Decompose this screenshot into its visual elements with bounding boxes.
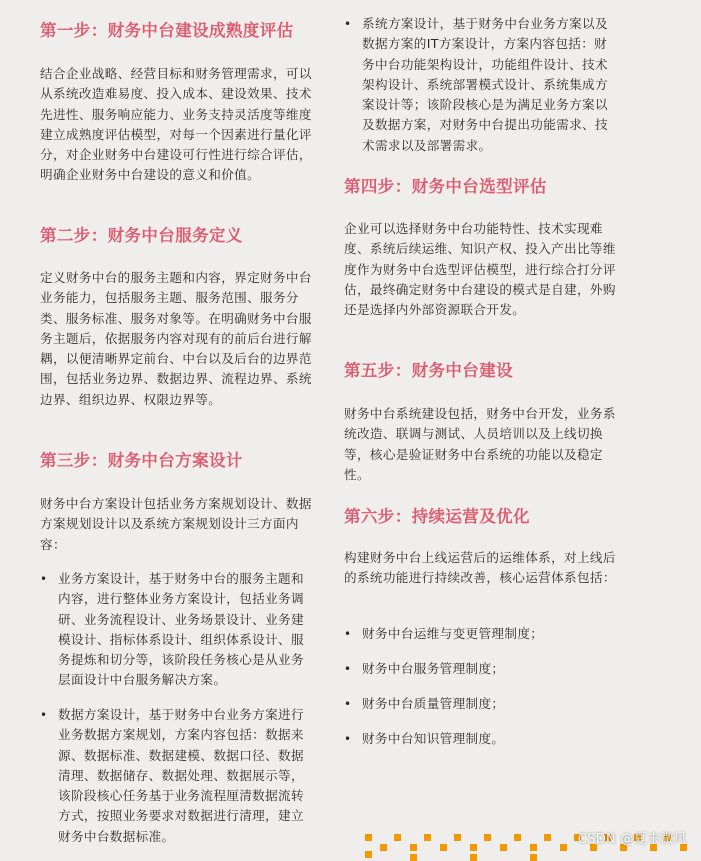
list-item [344,694,620,714]
dot-square [440,844,447,851]
bullet-icon: • [344,662,352,676]
step5-heading: 第五步：财务中台建设 [344,361,513,380]
dot-square [500,844,507,851]
bullet-text: 业务方案设计，基于财务中台的服务主题和内容，进行整体业务方案设计，包括业务调研、业务流程设计、业务场景设计、业务建模设计、指标体系设计、组织体系设计、服务提炼和切分等，该阶段任务核心是从业务层面设计中台服务解决方案。 [58,571,304,688]
list-item [344,14,620,156]
step1-heading: 第一步：财务中台建设成熟度评估 [40,21,294,40]
list-item [344,729,620,749]
dot-square [454,834,461,841]
dot-square [394,834,401,841]
dot-square [544,834,551,841]
step4-body: 企业可以选择财务中台功能特性、技术实现难度、系统后续运维、知识产权、投入产出比等维度作为财务中台选型评估模型，进行综合打分评估，最终确定财务中台建设的模式是自建，外购还是选择内外部资源联合开发。 [344,221,616,318]
step3-intro: 财务中台方案设计包括业务方案规划设计、数据方案规划设计以及系统方案规划设计三方面内容： [40,496,312,552]
step6-bullet-list [344,624,620,749]
step5-body: 财务中台系统建设包括，财务中台开发，业务系统改造、联调与测试、人员培训以及上线切换等，核心是验证财务中台系统的功能以及稳定性。 [344,406,616,482]
bullet-icon: • [344,697,352,711]
bullet-icon: • [344,732,352,746]
dot-square [470,854,477,861]
bullet-icon: • [344,17,352,31]
step6-heading: 第六步：持续运营及优化 [344,507,530,526]
dot-square [470,844,477,851]
watermark: CSDN @夏末微风 [577,832,687,847]
step4-heading: 第四步：财务中台选型评估 [344,177,547,196]
step3-heading: 第三步：财务中台方案设计 [40,451,243,470]
dot-square [530,854,537,861]
bullet-text: 财务中台服务管理制度； [362,661,505,676]
list-item [344,659,620,679]
list-item [344,624,620,644]
bullet-icon: • [40,572,48,586]
dot-square [560,844,567,851]
bullet-text: 财务中台运维与变更管理制度； [362,626,544,641]
bullet-text: 财务中台知识管理制度。 [362,731,505,746]
step3-bullet-list [40,569,316,691]
bullet-icon: • [40,708,48,722]
step6-intro: 构建财务中台上线运营后的运维体系，对上线后的系统功能进行持续改善，核心运营体系包括： [344,550,616,586]
dot-square [410,844,417,851]
step1-body: 结合企业战略、经营目标和财务管理需求，可以从系统改造难易度、投入成本、建设效果、技术先进性、服务响应能力、业务支持灵活度等维度建立成熟度评估模型，对每一个因素进行量化评分，对企业财务中台建设可行性进行综合评估，明确企业财务中台建设的意义和价值。 [40,66,312,183]
step2-heading: 第二步：财务中台服务定义 [40,226,243,245]
dot-square [410,854,417,861]
step2-body: 定义财务中台的服务主题和内容，界定财务中台业务能力，包括服务主题、服务范围、服务分类、服务标准、服务对象等。在明确财务中台服务主题后，依据服务内容对现有的前后台进行解耦，以便清晰界定前台、中台以及后台的边界范围，包括业务边界、数据边界、流程边界、系统边界、组织边界、权限边界等。 [40,270,312,407]
bullet-text: 财务中台质量管理制度； [362,696,505,711]
step3-continued-list [344,14,620,156]
bullet-text: 数据方案设计，基于财务中台业务方案进行业务数据方案规划，方案内容包括：数据来源、数据标准、数据建模、数据口径、数据清理、数据储存、数据处理、数据展示等，该阶段核心任务基于业务流程厘清数据流转方式，按照业务要求对数据进行清理，建立财务中台数据标准。 [58,707,304,844]
dot-square [514,834,521,841]
list-item [40,705,316,847]
dot-square [484,834,491,841]
step3-bullet-list-2 [40,705,316,847]
dot-square [365,834,372,841]
dot-square [530,844,537,851]
dot-square [380,844,387,851]
dot-square [365,851,372,858]
dot-square [424,834,431,841]
list-item [40,569,316,691]
bullet-text: 系统方案设计，基于财务中台业务方案以及数据方案的IT方案设计，方案内容包括：财务中台功能架构设计，功能组件设计、技术架构设计、系统部署模式设计、系统集成方案设计等；该阶段核心是为满足业务方案以及数据方案，对财务中台提出功能需求、技术需求以及部署需求。 [362,16,608,153]
bullet-icon: • [344,627,352,641]
